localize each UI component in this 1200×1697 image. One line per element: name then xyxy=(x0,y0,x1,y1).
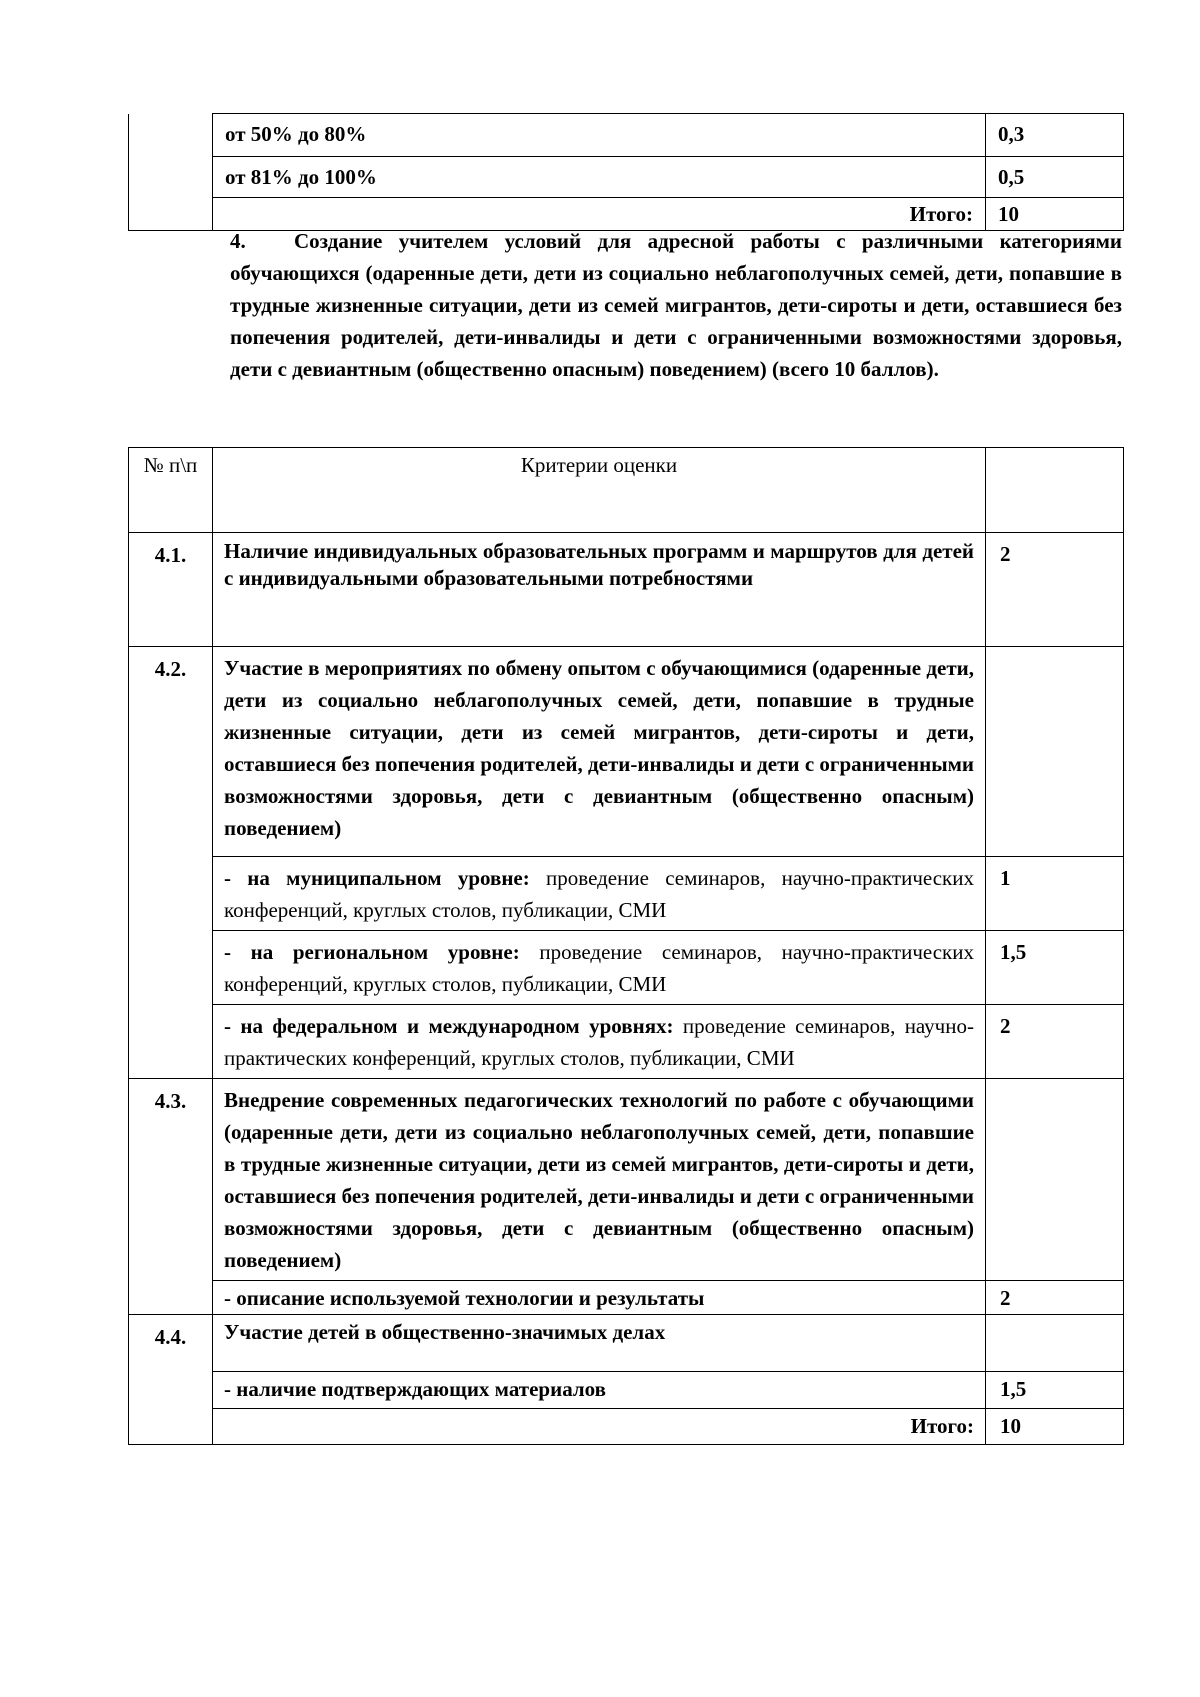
top-table xyxy=(128,113,1124,231)
table-row xyxy=(129,1315,1124,1372)
subrow-criteria xyxy=(213,1005,986,1079)
subrow-detail: проведение семинаров, научно-практических конференций, круглых столов, публикации, СМИ xyxy=(224,866,974,922)
header-score xyxy=(986,448,1124,533)
section-number: 4. xyxy=(230,229,246,253)
row-criteria: Участие в мероприятиях по обмену опытом с обучающимися (одаренные дети, дети из социально неблагополучных семей, дети, попавшие в трудные жизненные ситуации, дети из семей мигрантов, дети-сироты и дети, оставшиеся без попечения родителей, дети-инвалиды и дети с ограниченными возможностями здоровья, дети с девиантным (общественно опасным) поведением) xyxy=(213,647,986,857)
subrow-criteria: - описание используемой технологии и результаты xyxy=(213,1281,986,1315)
table-row xyxy=(129,533,1124,647)
header-num: № п\п xyxy=(129,448,213,533)
total-label: Итого: xyxy=(213,198,986,231)
total-label: Итого: xyxy=(213,1409,986,1445)
row-number: 4.1. xyxy=(129,533,213,647)
subrow-level: - на региональном уровне: xyxy=(224,940,520,964)
subrow-score: 2 xyxy=(986,1005,1124,1079)
range-label: от 81% до 100% xyxy=(213,157,986,198)
criteria-table xyxy=(128,447,1124,1445)
row-number: 4.3. xyxy=(129,1079,213,1315)
section-title: Создание учителем условий для адресной работы с различными категориями обучающихся (одаренные дети, дети из социально неблагополучных семей, дети, попавшие в трудные жизненные ситуации, дети из семей мигрантов, дети-сироты и дети, оставшиеся без попечения родителей, дети-инвалиды и дети с ограниченными возможностями здоровья, дети с девиантным (общественно опасным) поведением) (всего 10 баллов). xyxy=(230,229,1122,381)
subrow-criteria xyxy=(213,931,986,1005)
subrow-score: 1 xyxy=(986,857,1124,931)
row-criteria: Участие детей в общественно-значимых делах xyxy=(213,1315,986,1372)
table-subrow xyxy=(129,1281,1124,1315)
table-subrow xyxy=(129,857,1124,931)
subrow-detail: проведение семинаров, научно-практических конференций, круглых столов, публикации, СМИ xyxy=(224,1014,974,1070)
table-row xyxy=(129,1079,1124,1281)
range-score: 0,3 xyxy=(986,114,1124,157)
total-value: 10 xyxy=(986,1409,1124,1445)
row-number: 4.2. xyxy=(129,647,213,1079)
table-subrow xyxy=(129,1005,1124,1079)
header-criteria: Критерии оценки xyxy=(213,448,986,533)
subrow-detail: проведение семинаров, научно-практических конференций, круглых столов, публикации, СМИ xyxy=(224,940,974,996)
row-score xyxy=(986,1079,1124,1281)
range-score: 0,5 xyxy=(986,157,1124,198)
total-value: 10 xyxy=(986,198,1124,231)
table-header-row xyxy=(129,448,1124,533)
subrow-criteria xyxy=(213,857,986,931)
subrow-level: - на муниципальном уровне: xyxy=(224,866,530,890)
row-score xyxy=(986,647,1124,857)
subrow-score: 2 xyxy=(986,1281,1124,1315)
table-subrow xyxy=(129,1372,1124,1409)
table-row xyxy=(129,647,1124,857)
subrow-score: 1,5 xyxy=(986,931,1124,1005)
subrow-criteria: - наличие подтверждающих материалов xyxy=(213,1372,986,1409)
row-number: 4.4. xyxy=(129,1315,213,1445)
subrow-level: - на федеральном и международном уровнях: xyxy=(224,1014,674,1038)
row-score xyxy=(986,1315,1124,1372)
table-subrow xyxy=(129,931,1124,1005)
total-row xyxy=(129,1409,1124,1445)
section-heading xyxy=(230,225,1122,385)
subrow-score: 1,5 xyxy=(986,1372,1124,1409)
row-criteria: Внедрение современных педагогических технологий по работе с обучающими (одаренные дети, дети из социально неблагополучных семей, дети, попавшие в трудные жизненные ситуации, дети из семей мигрантов, дети-сироты и дети, оставшиеся без попечения родителей, дети-инвалиды и дети с ограниченными возможностями здоровья, дети с девиантным (общественно опасным) поведением) xyxy=(213,1079,986,1281)
row-criteria: Наличие индивидуальных образовательных программ и маршрутов для детей с индивидуальными образовательными потребностями xyxy=(213,533,986,647)
empty-num-cell xyxy=(129,114,213,231)
range-label: от 50% до 80% xyxy=(213,114,986,157)
row-score: 2 xyxy=(986,533,1124,647)
